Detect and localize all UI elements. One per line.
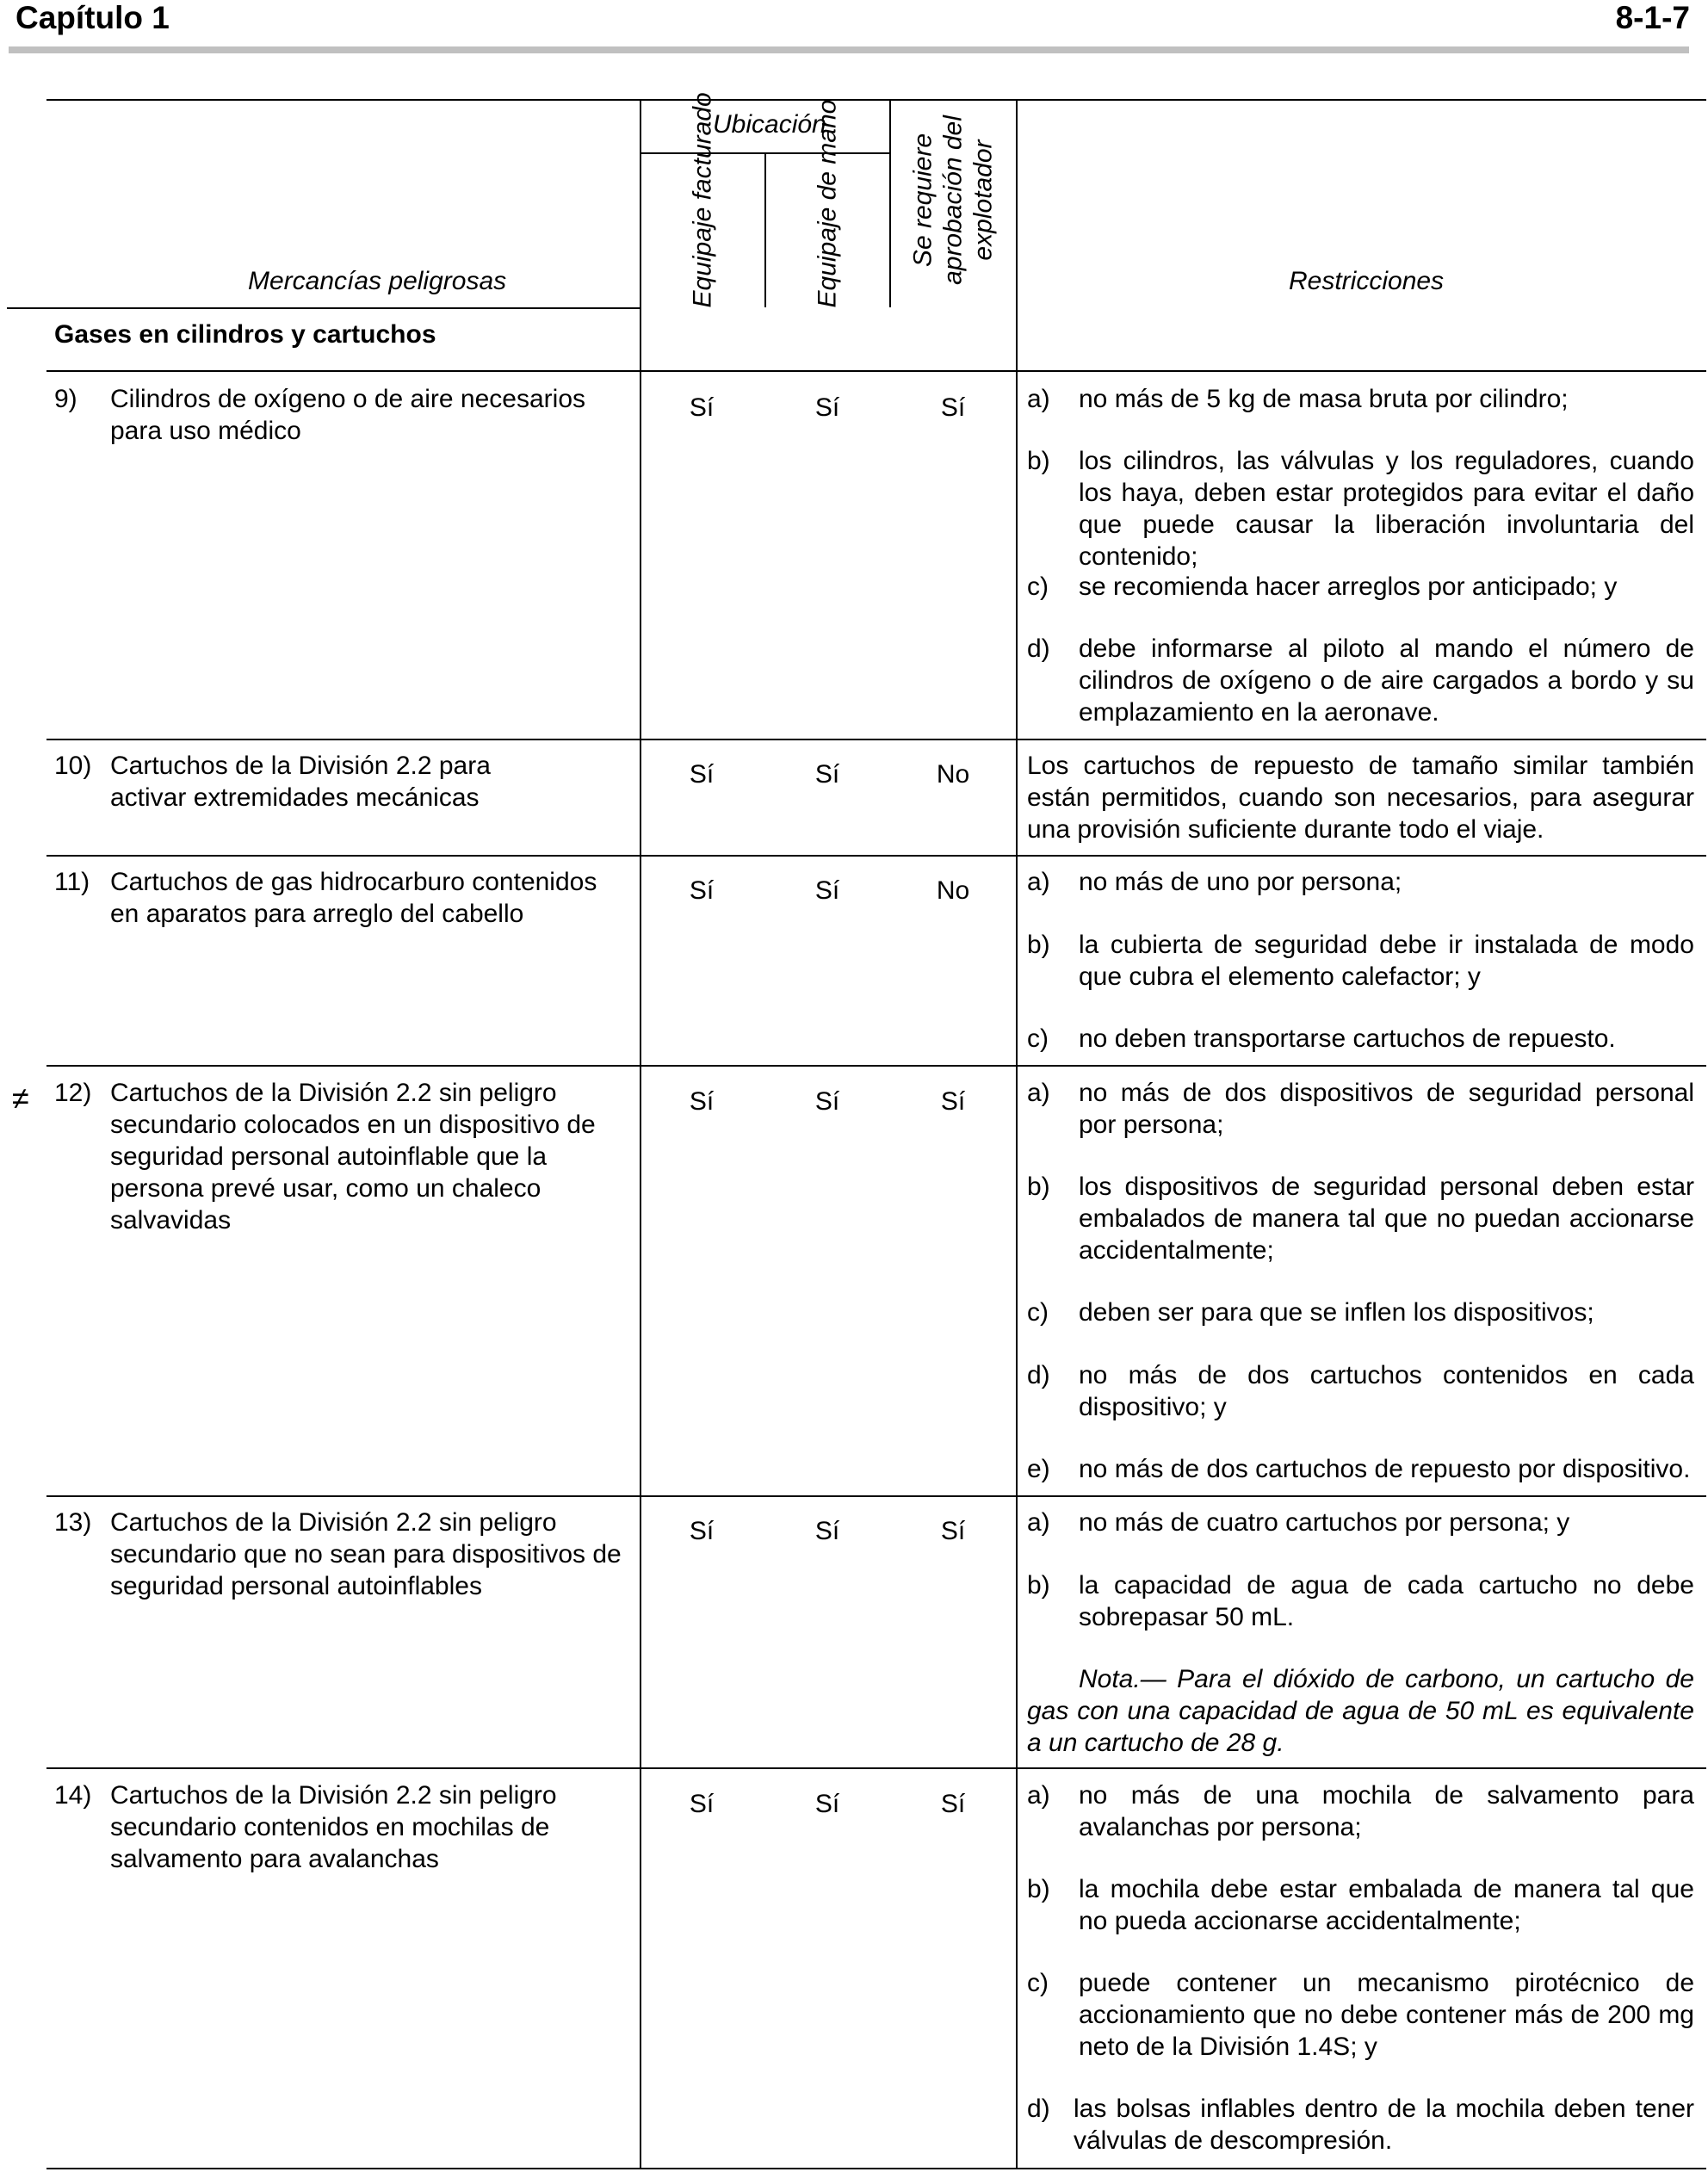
table-bottom-rule (46, 2168, 1706, 2169)
restriction-text: Los cartuchos de repuesto de tamaño similar también están permitidos, cuando son necesarios, para asegurar una provisión suficiente durante todo el viaje. (1027, 752, 1694, 844)
restriction-text: no más de dos cartuchos contenidos en cada dispositivo; y (1079, 1361, 1694, 1421)
row-number: 12) (54, 1079, 92, 1107)
col-divider-4 (1016, 99, 1018, 2169)
restriction-letter: a) (1027, 1781, 1050, 1810)
restriction-letter: c) (1027, 572, 1049, 601)
approval-value: Sí (940, 1790, 966, 1818)
goods-description: Cartuchos de la División 2.2 sin peligro secundario colocados en un dispositivo de seguridad personal autoinflable que la persona prevé usar, como un chaleco salvavidas (110, 1079, 596, 1235)
restriction-letter: b) (1027, 1173, 1050, 1201)
header-approval: Se requiere aprobación del explotador (908, 115, 998, 285)
restriction-text: los dispositivos de seguridad personal deben estar embalados de manera tal que no puedan accionarse accidentalmente; (1079, 1173, 1694, 1265)
chapter-title: Capítulo 1 (15, 0, 170, 35)
checked-value: Sí (689, 876, 715, 905)
restriction-letter: a) (1027, 1508, 1050, 1537)
restriction-letter: d) (1027, 1361, 1050, 1389)
restriction-letter: b) (1027, 1571, 1050, 1600)
restriction-text: se recomienda hacer arreglos por anticipado; y (1079, 572, 1618, 601)
carry-value: Sí (814, 876, 840, 905)
header-goods: Mercancías peligrosas (248, 267, 507, 295)
col-divider-1 (640, 99, 641, 2169)
restriction-letter: c) (1027, 1298, 1049, 1327)
restriction-text: deben ser para que se inflen los dispositivos; (1079, 1298, 1594, 1327)
checked-value: Sí (689, 1517, 715, 1545)
approval-value: Sí (940, 1087, 966, 1116)
col-divider-3 (889, 99, 891, 307)
header-checked: Equipaje facturado (688, 92, 717, 308)
restriction-letter: b) (1027, 931, 1050, 959)
note-text: Nota.— Para el dióxido de carbono, un cartucho de gas con una capacidad de agua de 50 mL es equivalente a un cartucho de 28 g. (1027, 1665, 1694, 1757)
restriction-text: no más de 5 kg de masa bruta por cilindro; (1079, 385, 1569, 413)
header-restrictions: Restricciones (1289, 267, 1445, 295)
row-number: 10) (54, 752, 92, 780)
restriction-letter: b) (1027, 1875, 1050, 1903)
restriction-letter: a) (1027, 1079, 1050, 1107)
restriction-text: no deben transportarse cartuchos de repuesto. (1079, 1024, 1616, 1053)
restriction-letter: c) (1027, 1969, 1049, 1997)
row-number: 14) (54, 1781, 92, 1810)
page-number: 8-1-7 (1615, 0, 1690, 35)
goods-description: Cartuchos de la División 2.2 para activar extremidades mecánicas (110, 752, 491, 812)
restriction-text: no más de cuatro cartuchos por persona; y (1079, 1508, 1570, 1537)
restriction-text: las bolsas inflables dentro de la mochila deben tener válvulas de descompresión. (1074, 2095, 1694, 2155)
row-rule-14 (46, 1767, 1706, 1769)
approval-value: Sí (940, 393, 966, 422)
goods-description: Cartuchos de gas hidrocarburo contenidos en aparatos para arreglo del cabello (110, 868, 597, 928)
table-top-rule (46, 99, 1706, 101)
row-rule-13 (46, 1495, 1706, 1497)
restriction-letter: c) (1027, 1024, 1049, 1053)
approval-value: No (936, 876, 970, 905)
restriction-letter: e) (1027, 1455, 1050, 1483)
carry-value: Sí (814, 1517, 840, 1545)
restriction-text: la cubierta de seguridad debe ir instalada de modo que cubra el elemento calefactor; y (1079, 931, 1694, 991)
restriction-text: puede contener un mecanismo pirotécnico de accionamiento que no debe contener más de 200 mg neto de la División 1.4S; y (1079, 1969, 1694, 2061)
restriction-text: la mochila debe estar embalada de manera tal que no pueda accionarse accidentalmente; (1079, 1875, 1694, 1935)
section-title: Gases en cilindros y cartuchos (54, 320, 436, 349)
row-rule-10 (46, 739, 1706, 740)
checked-value: Sí (689, 1790, 715, 1818)
row-number: 9) (54, 385, 77, 413)
carry-value: Sí (814, 760, 840, 789)
restriction-text: los cilindros, las válvulas y los reguladores, cuando los haya, deben estar protegidos para evitar el daño que puede causar la liberación involuntaria del contenido; (1079, 447, 1694, 571)
header-location: Ubicación (713, 110, 826, 139)
carry-value: Sí (814, 1790, 840, 1818)
restriction-text: no más de una mochila de salvamento para avalanchas por persona; (1079, 1781, 1694, 1841)
row-number: 13) (54, 1508, 92, 1537)
restriction-text: debe informarse al piloto al mando el número de cilindros de oxígeno o de aire cargados a bordo y su emplazamiento en la aeronave. (1079, 634, 1694, 727)
goods-description: Cartuchos de la División 2.2 sin peligro secundario que no sean para dispositivos de seguridad personal autoinflables (110, 1508, 622, 1600)
checked-value: Sí (689, 393, 715, 422)
goods-description: Cilindros de oxígeno o de aire necesarios para uso médico (110, 385, 585, 445)
restriction-letter: d) (1027, 2095, 1050, 2123)
restriction-letter: b) (1027, 447, 1050, 475)
restriction-text: no más de dos cartuchos de repuesto por dispositivo. (1079, 1455, 1691, 1483)
restriction-letter: d) (1027, 634, 1050, 663)
not-equal-mark: ≠ (12, 1080, 29, 1116)
row-rule-12 (46, 1065, 1706, 1067)
col-divider-2 (764, 152, 766, 307)
approval-value: No (936, 760, 970, 789)
row-number: 11) (54, 868, 90, 896)
restriction-letter: a) (1027, 868, 1050, 896)
restriction-text: no más de uno por persona; (1079, 868, 1402, 896)
checked-value: Sí (689, 1087, 715, 1116)
restriction-text: no más de dos dispositivos de seguridad personal por persona; (1079, 1079, 1694, 1139)
checked-value: Sí (689, 760, 715, 789)
header-carry: Equipaje de mano (813, 99, 842, 308)
restriction-letter: a) (1027, 385, 1050, 413)
goods-description: Cartuchos de la División 2.2 sin peligro secundario contenidos en mochilas de salvamento para avalanchas (110, 1781, 557, 1873)
restriction-text: la capacidad de agua de cada cartucho no debe sobrepasar 50 mL. (1079, 1571, 1694, 1631)
approval-value: Sí (940, 1517, 966, 1545)
row-rule-11 (46, 855, 1706, 857)
carry-value: Sí (814, 393, 840, 422)
header-bottom-rule-left (7, 307, 641, 309)
row-rule-9 (46, 370, 1706, 372)
carry-value: Sí (814, 1087, 840, 1116)
